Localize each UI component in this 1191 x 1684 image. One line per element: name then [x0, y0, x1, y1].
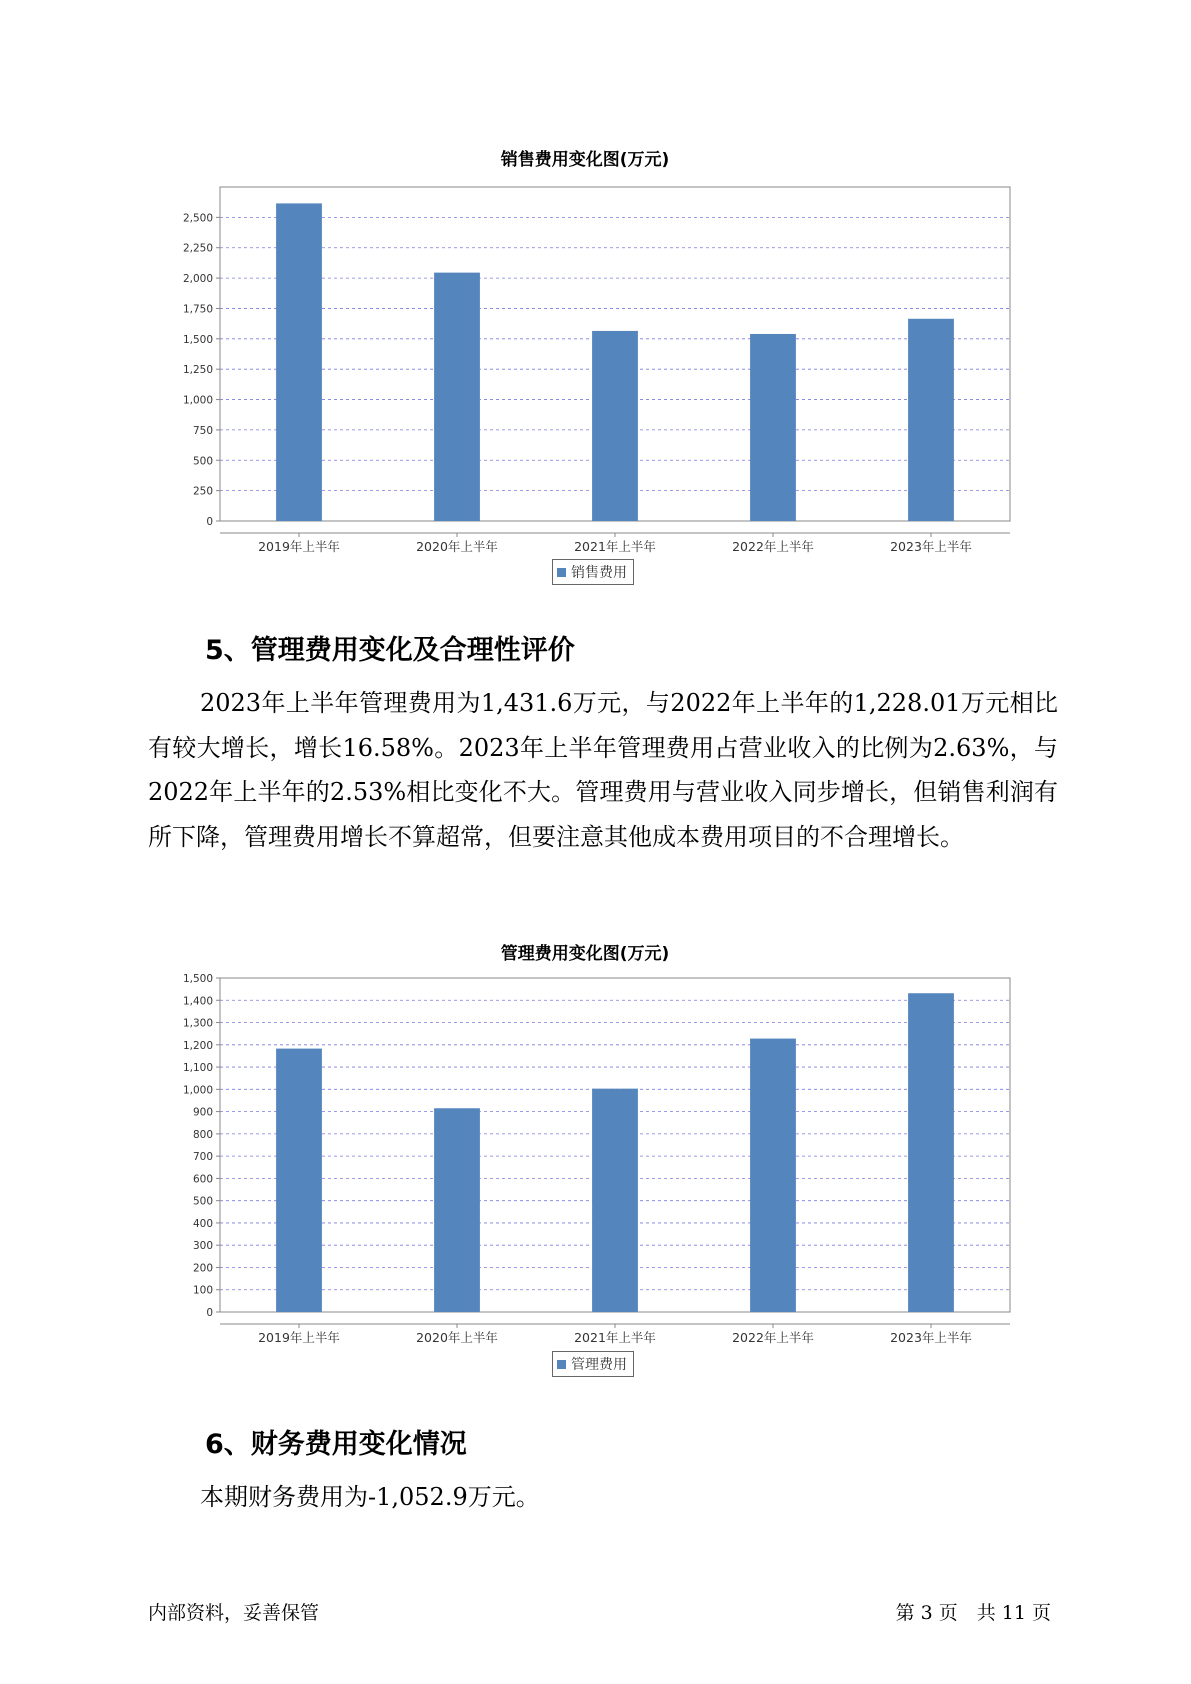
y-tick-label: 300 [192, 1240, 213, 1253]
y-tick-label: 500 [192, 455, 213, 468]
bar [592, 1089, 638, 1312]
chart-legend [552, 559, 634, 585]
bar [276, 1049, 322, 1312]
chart-legend [552, 1351, 634, 1377]
y-tick-label: 800 [192, 1128, 213, 1141]
bar [434, 273, 480, 521]
bar [434, 1108, 480, 1312]
y-tick-label: 600 [192, 1173, 213, 1186]
bar [908, 993, 954, 1312]
admin-expense-chart-plot [150, 968, 1020, 1368]
x-tick-label: 2021年上半年 [574, 539, 656, 554]
y-tick-label: 750 [192, 424, 213, 437]
x-tick-label: 2022年上半年 [732, 1330, 814, 1345]
y-tick-label: 200 [192, 1262, 213, 1275]
x-tick-label: 2019年上半年 [258, 539, 340, 554]
admin-expense-chart [150, 930, 1020, 1390]
y-tick-label: 1,100 [182, 1062, 213, 1075]
x-tick-label: 2020年上半年 [416, 539, 498, 554]
footer-page-number: 第 3 页 共 11 页 [895, 1602, 1051, 1624]
y-tick-label: 700 [192, 1151, 213, 1164]
y-tick-label: 2,500 [182, 212, 213, 225]
section-5-heading: 5、管理费用变化及合理性评价 [205, 635, 575, 666]
bar [276, 203, 322, 521]
y-tick-label: 2,000 [182, 273, 213, 286]
y-tick-label: 1,500 [182, 973, 213, 985]
bar [592, 331, 638, 521]
y-tick-label: 100 [192, 1284, 213, 1297]
chart-title: 销售费用变化图(万元) [500, 150, 670, 170]
x-tick-label: 2022年上半年 [732, 539, 814, 554]
footer-left: 内部资料，妥善保管 [148, 1602, 320, 1624]
legend-swatch [557, 1360, 566, 1369]
y-tick-label: 0 [206, 1307, 213, 1319]
y-tick-label: 1,400 [182, 995, 213, 1008]
y-tick-label: 500 [192, 1195, 213, 1208]
chart-title: 管理费用变化图(万元) [500, 944, 670, 964]
y-tick-label: 1,500 [182, 333, 213, 346]
legend-label: 销售费用 [571, 565, 627, 581]
sales-expense-chart-plot [150, 177, 1020, 577]
bar [750, 334, 796, 521]
sales-expense-chart [150, 135, 1020, 595]
x-tick-label: 2023年上半年 [890, 539, 972, 554]
x-tick-label: 2020年上半年 [416, 1330, 498, 1345]
y-tick-label: 1,200 [182, 1039, 213, 1052]
bar [908, 319, 954, 521]
y-tick-label: 400 [192, 1217, 213, 1230]
section-6-paragraph: 本期财务费用为-1,052.9万元。 [200, 1483, 540, 1511]
y-tick-label: 2,250 [182, 242, 213, 255]
x-tick-label: 2023年上半年 [890, 1330, 972, 1345]
legend-swatch [557, 568, 566, 577]
y-tick-label: 250 [192, 485, 213, 498]
y-tick-label: 1,750 [182, 303, 213, 316]
y-tick-label: 1,000 [182, 1084, 213, 1097]
y-tick-label: 900 [192, 1106, 213, 1119]
bar [750, 1039, 796, 1312]
section-6-heading: 6、财务费用变化情况 [205, 1429, 467, 1460]
y-tick-label: 1,250 [182, 364, 213, 377]
y-tick-label: 1,000 [182, 394, 213, 407]
y-tick-label: 0 [206, 516, 213, 528]
x-tick-label: 2019年上半年 [258, 1330, 340, 1345]
x-tick-label: 2021年上半年 [574, 1330, 656, 1345]
legend-label: 管理费用 [571, 1357, 627, 1373]
section-5-paragraph: 2023年上半年管理费用为1,431.6万元，与2022年上半年的1,228.01万元相比有较大增长，增长16.58%。2023年上半年管理费用占营业收入的比例为2.63%，与2022年上半年的2.53%相比变化不大。管理费用与营业收入同步增长，但销售利润有所下降，管理费用增长不算超常，但要注意其他成本费用项目的不合理增长。 [148, 689, 1058, 851]
y-tick-label: 1,300 [182, 1017, 213, 1030]
